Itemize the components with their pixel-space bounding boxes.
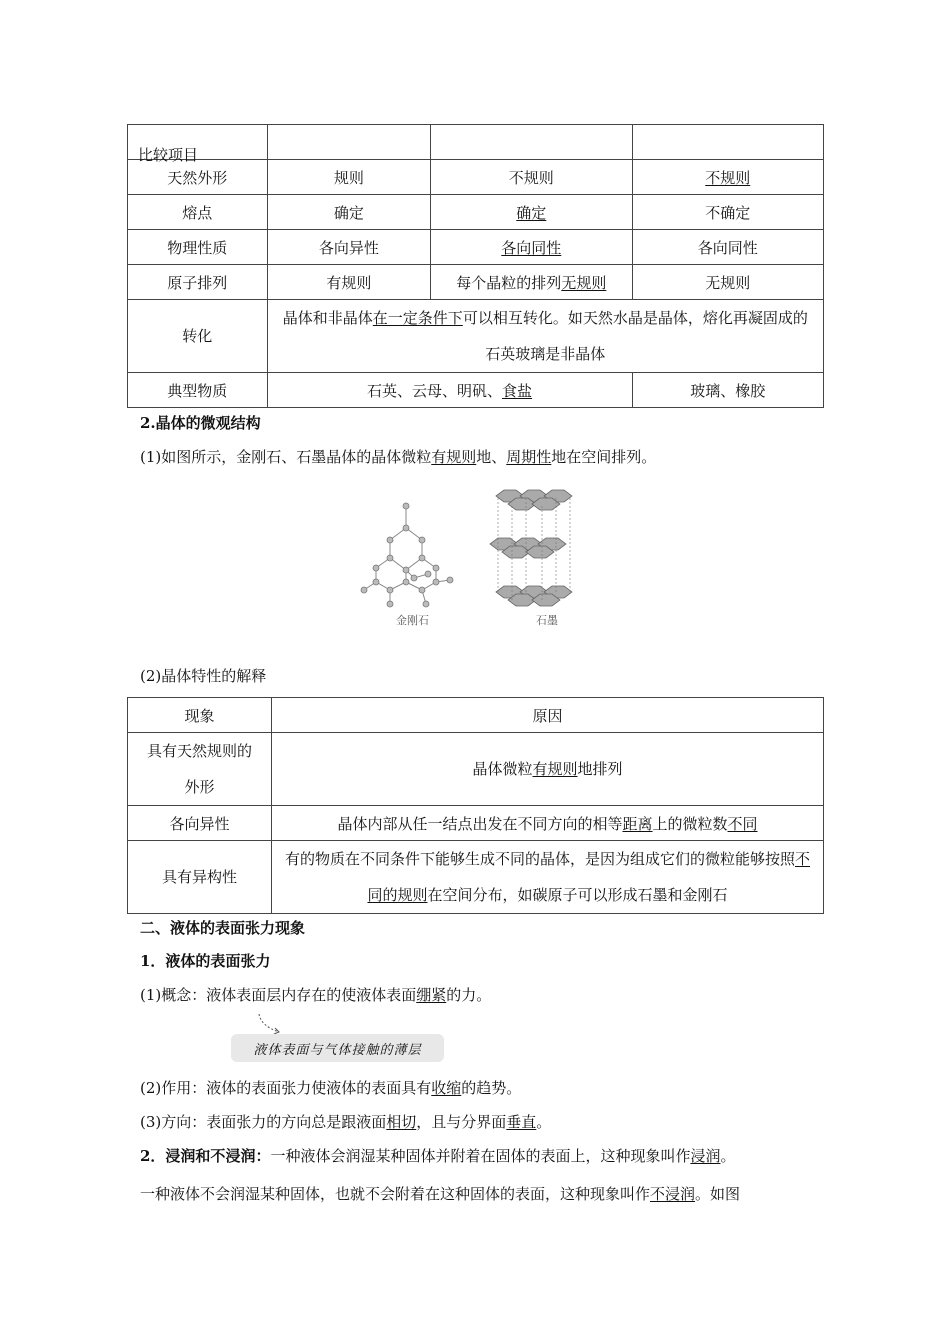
table-header-cell: [632, 125, 824, 160]
row-label: 物理性质: [128, 230, 268, 265]
cell-text: 石英、云母、明矾、: [367, 381, 503, 400]
underlined-answer: 收缩: [431, 1079, 462, 1097]
diamond-caption: 金刚石: [396, 614, 429, 627]
text: 一种液体会润湿某种固体并附着在固体的表面上，这种现象叫作: [270, 1147, 691, 1165]
crystal-structure-figures: [346, 482, 608, 632]
underlined-answer: 不同: [727, 814, 758, 833]
underlined-answer: 确定: [516, 203, 547, 222]
underlined-answer: 有规则: [431, 448, 477, 466]
table-row: [128, 160, 824, 195]
diamond-lattice: [364, 506, 450, 604]
arrow-icon: [255, 1012, 285, 1036]
text: 的力。: [446, 986, 492, 1004]
row-label: 各向异性: [128, 806, 272, 841]
row-label: 具有异构性: [128, 841, 272, 914]
table-cell: [267, 300, 823, 373]
underlined-answer: 不浸润: [650, 1185, 696, 1203]
text: 一种液体不会润湿某种固体，也就不会附着在这种固体的表面，这种现象叫作: [140, 1185, 651, 1203]
cell-text: 可以相互转化。如天然水晶是晶体，熔化再凝固成的石英玻璃是非晶体: [462, 309, 808, 363]
table-row: [128, 806, 824, 841]
paragraph: [140, 1145, 736, 1166]
table-row: [128, 733, 824, 806]
underlined-answer: 有规则: [532, 760, 578, 778]
subsection-title: (2)晶体特性的解释: [140, 667, 267, 685]
table-cell: [267, 373, 632, 408]
table-cell: [272, 733, 824, 806]
table-cell: [272, 841, 824, 914]
paragraph: [140, 1111, 551, 1132]
underlined-answer: 不规则: [705, 168, 751, 187]
cell-text: 地排列: [577, 760, 623, 778]
paragraph: [140, 446, 656, 467]
table-row: [128, 195, 824, 230]
paragraph: [140, 984, 491, 1005]
underlined-answer: 绷紧: [416, 986, 447, 1004]
text: (1)如图所示，金刚石、石墨晶体的晶体微粒: [140, 448, 432, 466]
text: 。: [536, 1113, 552, 1131]
cell-text: 每个晶粒的排列: [456, 273, 562, 292]
underlined-answer: 浸润: [690, 1147, 721, 1165]
section-title-micro-structure: 2.晶体的微观结构: [140, 414, 261, 432]
table-header-row: [128, 125, 824, 160]
underlined-answer: 不同的规则: [367, 850, 811, 904]
subsection-title: 1．液体的表面张力: [140, 952, 271, 970]
cell-text: 有的物质在不同条件下能够生成不同的晶体，是因为组成它们的微粒能够按照: [284, 850, 795, 868]
cell-text: 晶体内部从任一结点出发在不同方向的相等: [337, 814, 623, 833]
table-cell: [272, 806, 824, 841]
table-cell: 无规则: [632, 265, 824, 300]
table-header-cell: 原因: [272, 698, 824, 733]
table-cell: [431, 230, 632, 265]
text: 。: [720, 1147, 736, 1165]
text: (1)概念：液体表面层内存在的使液体表面: [140, 986, 417, 1004]
crystal-property-table: [127, 697, 824, 914]
row-label: 具有天然规则的外形: [128, 733, 272, 806]
text: (2)作用：液体的表面张力使液体的表面具有: [140, 1079, 432, 1097]
cell-text: 上的微粒数: [652, 814, 728, 833]
text: 地、: [476, 448, 507, 466]
row-label: 熔点: [128, 195, 268, 230]
underlined-answer: 周期性: [506, 448, 552, 466]
diamond-graphite-figure: [346, 482, 608, 632]
table-cell: [632, 160, 824, 195]
table-cell: 有规则: [267, 265, 431, 300]
table-header-cell: 现象: [128, 698, 272, 733]
table-cell: 确定: [267, 195, 431, 230]
table-cell: [431, 195, 632, 230]
compare-item-header: 比较项目: [138, 146, 199, 164]
cell-text: 晶体和非晶体: [282, 309, 373, 327]
underlined-answer: 距离: [622, 814, 653, 833]
table-row: [128, 300, 824, 373]
underlined-answer: 无规则: [561, 273, 607, 292]
table-cell: 各向同性: [632, 230, 824, 265]
text: 的趋势。: [461, 1079, 522, 1097]
underlined-answer: 食盐: [502, 381, 533, 400]
table-row: [128, 841, 824, 914]
table-cell: 不规则: [431, 160, 632, 195]
table-cell: 玻璃、橡胶: [632, 373, 824, 408]
graphite-caption: 石墨: [536, 614, 558, 627]
inline-title: 2．浸润和不浸润：: [140, 1147, 271, 1165]
graphite-layers: [490, 490, 572, 606]
table-header-cell: [128, 125, 268, 164]
row-label: 转化: [128, 300, 268, 373]
text: 地在空间排列。: [551, 448, 657, 466]
table-cell: [431, 265, 632, 300]
crystal-comparison-table: [127, 124, 824, 408]
diamond-atoms: [361, 503, 453, 607]
table-row: [128, 230, 824, 265]
table-row: [128, 373, 824, 408]
table-header-cell: [267, 125, 431, 160]
annotation-note: 液体表面与气体接触的薄层: [231, 1034, 444, 1062]
table-cell: 各向异性: [267, 230, 431, 265]
table-cell: 规则: [267, 160, 431, 195]
table-header-row: [128, 698, 824, 733]
underlined-answer: 相切: [386, 1113, 417, 1131]
section-title-surface-tension: 二、液体的表面张力现象: [140, 919, 306, 937]
row-label: 典型物质: [128, 373, 268, 408]
table-cell: 不确定: [632, 195, 824, 230]
underlined-answer: 各向同性: [501, 238, 562, 257]
text: (3)方向：表面张力的方向总是跟液面: [140, 1113, 387, 1131]
row-label: 原子排列: [128, 265, 268, 300]
paragraph: [140, 1077, 521, 1098]
underlined-answer: 在一定条件下: [372, 309, 463, 327]
text: 。如图: [695, 1185, 741, 1203]
cell-text: 晶体微粒: [472, 760, 533, 778]
paragraph: [140, 1183, 740, 1204]
row-label: 天然外形: [128, 160, 268, 195]
table-row: [128, 265, 824, 300]
underlined-answer: 垂直: [506, 1113, 537, 1131]
table-header-cell: [431, 125, 632, 160]
text: ，且与分界面: [416, 1113, 507, 1131]
cell-text: 在空间分布，如碳原子可以形成石墨和金刚石: [427, 886, 728, 904]
